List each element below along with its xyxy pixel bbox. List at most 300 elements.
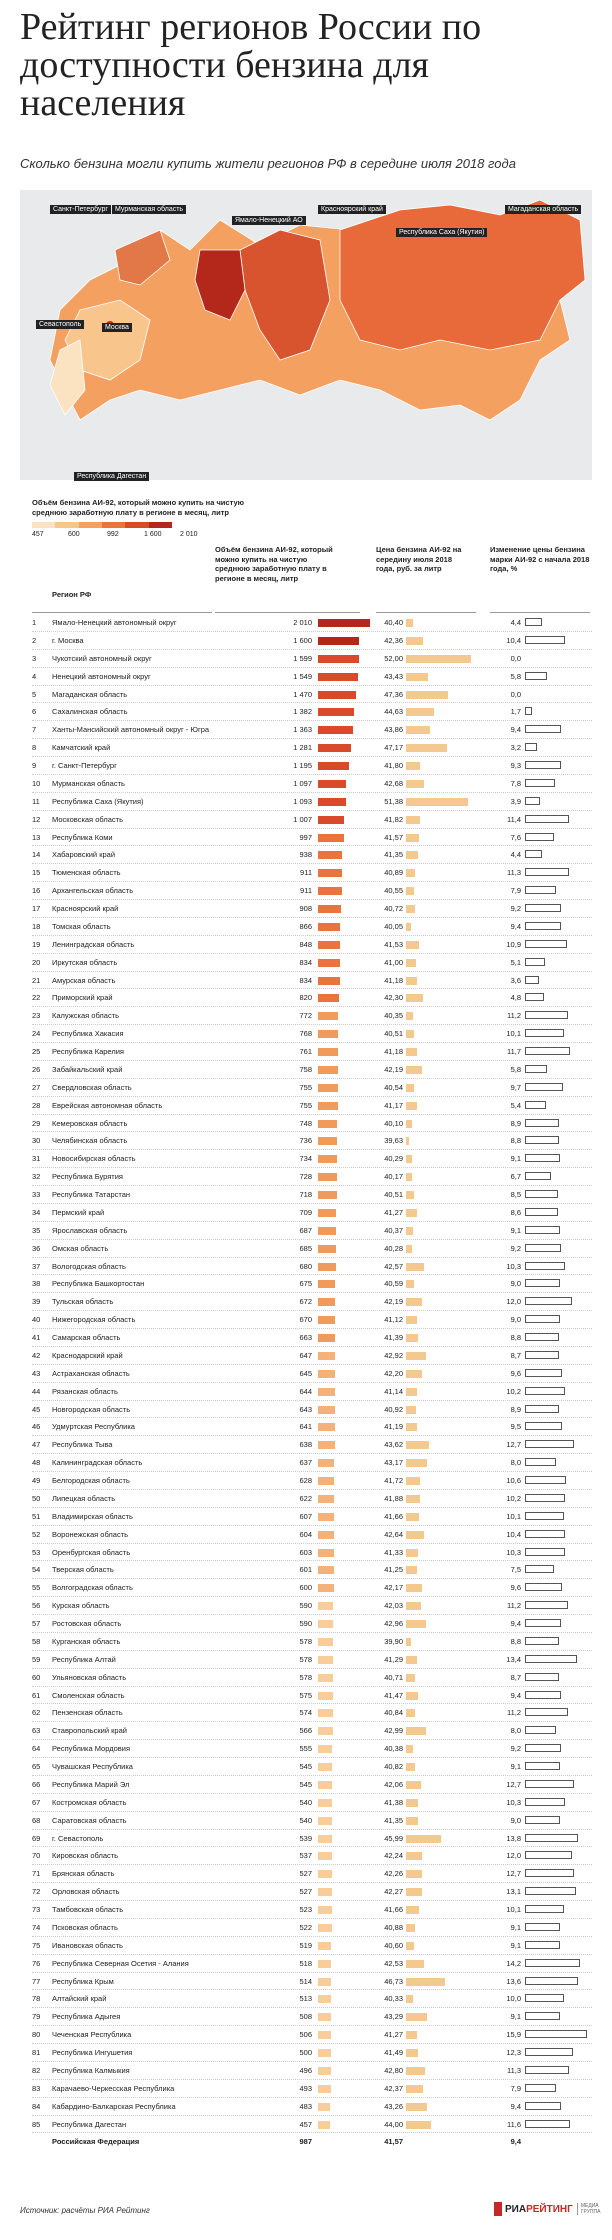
- row-rank: 7: [32, 725, 37, 735]
- volume-bar: [318, 851, 342, 859]
- row-volume: 566: [299, 1726, 312, 1736]
- row-region: Камчатский край: [52, 743, 111, 753]
- price-bar: [406, 1120, 412, 1128]
- row-rank: 43: [32, 1368, 41, 1378]
- row-volume: 1 382: [293, 707, 312, 717]
- row-change: 9,2: [510, 904, 521, 913]
- change-bar: [525, 797, 540, 805]
- row-rank: 72: [32, 1887, 41, 1897]
- price-bar: [406, 1566, 417, 1574]
- table-row: [32, 632, 592, 650]
- change-bar: [525, 1530, 565, 1538]
- row-change: 9,6: [510, 1583, 521, 1593]
- row-rank: 22: [32, 993, 41, 1003]
- row-volume: 545: [299, 1779, 312, 1789]
- row-price: 41,18: [384, 975, 403, 985]
- row-volume: 736: [299, 1136, 312, 1146]
- table-row: [32, 1222, 592, 1240]
- row-region: Тульская область: [52, 1297, 114, 1307]
- row-volume: 848: [299, 939, 312, 949]
- change-bar: [525, 922, 561, 930]
- row-rank: 76: [32, 1958, 41, 1968]
- row-rank: 45: [32, 1404, 41, 1414]
- row-rank: 46: [32, 1422, 41, 1432]
- row-price: 51,38: [384, 796, 403, 806]
- row-rank: 8: [32, 743, 37, 753]
- volume-bar: [318, 2121, 330, 2129]
- row-rank: 27: [32, 1082, 41, 1092]
- price-bar: [406, 798, 468, 806]
- row-region: Калининградская область: [52, 1458, 143, 1468]
- price-bar: [406, 1888, 422, 1896]
- row-price: 42,06: [384, 1779, 403, 1789]
- row-region: Тюменская область: [52, 868, 121, 878]
- row-price: 40,37: [384, 1225, 403, 1235]
- table-row: [32, 1293, 592, 1311]
- change-bar: [525, 1369, 562, 1377]
- change-bar: [525, 1136, 559, 1144]
- row-rank: 69: [32, 1833, 41, 1843]
- row-rank: 16: [32, 886, 41, 896]
- row-region: Архангельская область: [52, 886, 134, 896]
- header-region: Регион РФ: [52, 590, 92, 599]
- change-bar: [525, 1315, 560, 1323]
- volume-bar: [318, 1227, 336, 1235]
- row-region: Чувашская Республика: [52, 1762, 133, 1771]
- row-rank: 53: [32, 1547, 41, 1557]
- map-label-dagestan: Республика Дагестан: [74, 472, 149, 481]
- row-rank: 71: [32, 1869, 41, 1879]
- row-price: 42,68: [384, 778, 403, 788]
- volume-bar: [318, 1763, 332, 1771]
- table-row: [32, 2008, 592, 2026]
- table-row: [32, 1901, 592, 1919]
- row-price: 46,73: [384, 1976, 403, 1986]
- change-bar: [525, 1011, 568, 1019]
- row-volume: 1 549: [293, 671, 312, 681]
- price-bar: [406, 2031, 417, 2039]
- volume-bar: [318, 1727, 333, 1735]
- row-region: Смоленская область: [52, 1690, 125, 1700]
- row-region: Республика Саха (Якутия): [52, 796, 144, 806]
- change-bar: [525, 1780, 574, 1788]
- row-volume: 997: [299, 832, 312, 842]
- row-volume: 728: [299, 1172, 312, 1182]
- price-bar: [406, 959, 416, 967]
- volume-bar: [318, 1531, 334, 1539]
- table-row: [32, 1454, 592, 1472]
- change-bar: [525, 636, 565, 644]
- row-price: 41,19: [384, 1422, 403, 1432]
- table-row: [32, 918, 592, 936]
- change-bar: [525, 1476, 566, 1484]
- row-region: Астраханская область: [52, 1368, 130, 1378]
- legend-swatch: [149, 522, 172, 528]
- row-price: 41,00: [384, 957, 403, 967]
- row-region: Ивановская область: [52, 1940, 123, 1950]
- row-rank: 3: [32, 653, 37, 663]
- row-rank: 44: [32, 1386, 41, 1396]
- change-bar: [525, 886, 556, 894]
- row-change: 9,2: [510, 1243, 521, 1253]
- row-change: 9,4: [510, 921, 521, 931]
- row-change: 9,4: [510, 2137, 521, 2147]
- row-price: 40,40: [384, 618, 403, 627]
- row-region: Орловская область: [52, 1887, 120, 1897]
- row-change: 9,1: [510, 1940, 521, 1950]
- row-volume: 834: [299, 957, 312, 967]
- row-region: Республика Тыва: [52, 1440, 113, 1450]
- price-bar: [406, 1495, 420, 1503]
- price-bar: [406, 1549, 418, 1557]
- row-volume: 670: [299, 1315, 312, 1325]
- row-region: Кемеровская область: [52, 1118, 128, 1128]
- row-volume: 755: [299, 1082, 312, 1092]
- row-volume: 647: [299, 1350, 312, 1360]
- change-bar: [525, 1941, 560, 1949]
- row-volume: 527: [299, 1869, 312, 1879]
- row-volume: 663: [299, 1333, 312, 1342]
- row-rank: 17: [32, 904, 41, 913]
- row-volume: 641: [299, 1422, 312, 1432]
- volume-bar: [318, 1477, 334, 1485]
- row-rank: 63: [32, 1726, 41, 1736]
- change-bar: [525, 2030, 587, 2038]
- table-row: [32, 1383, 592, 1401]
- price-bar: [406, 1191, 414, 1199]
- volume-bar: [318, 2031, 331, 2039]
- row-change: 10,3: [506, 1261, 521, 1271]
- row-region: г. Москва: [52, 635, 84, 645]
- legend-swatch: [79, 522, 102, 528]
- row-volume: 637: [299, 1458, 312, 1468]
- price-bar: [406, 726, 430, 734]
- row-volume: 496: [299, 2065, 312, 2075]
- row-volume: 483: [299, 2101, 312, 2111]
- row-price: 40,17: [384, 1172, 403, 1182]
- row-volume: 522: [299, 1922, 312, 1932]
- legend-tick: 1 600: [144, 531, 162, 538]
- table-row: [32, 1579, 592, 1597]
- row-rank: 15: [32, 868, 41, 878]
- price-bar: [406, 1459, 427, 1467]
- volume-bar: [318, 1745, 332, 1753]
- change-bar: [525, 672, 547, 680]
- volume-bar: [318, 1888, 332, 1896]
- row-price: 41,18: [384, 1047, 403, 1056]
- row-region: Томская область: [52, 921, 111, 931]
- change-bar: [525, 707, 532, 715]
- row-volume: 687: [299, 1225, 312, 1235]
- row-region: Нижегородская область: [52, 1315, 136, 1325]
- row-price: 42,96: [384, 1619, 403, 1628]
- row-region: Московская область: [52, 814, 123, 824]
- change-bar: [525, 1154, 560, 1162]
- legend-swatch: [125, 522, 148, 528]
- change-bar: [525, 1762, 560, 1770]
- row-price: 43,86: [384, 725, 403, 735]
- change-bar: [525, 1297, 572, 1305]
- row-change: 9,4: [510, 725, 521, 735]
- row-volume: 834: [299, 975, 312, 985]
- table-row: [32, 1740, 592, 1758]
- row-region: Волгоградская область: [52, 1583, 133, 1593]
- row-change: 9,0: [510, 1315, 521, 1325]
- change-bar: [525, 1851, 572, 1859]
- row-change: 14,2: [506, 1958, 521, 1968]
- change-bar: [525, 976, 539, 984]
- row-price: 41,72: [384, 1476, 403, 1485]
- table-row: [32, 1973, 592, 1991]
- row-rank: 61: [32, 1690, 41, 1700]
- volume-bar: [318, 1441, 335, 1449]
- table-row: [32, 1132, 592, 1150]
- row-volume: 643: [299, 1404, 312, 1414]
- row-rank: 77: [32, 1976, 41, 1986]
- logo-sub: МЕДИА ГРУППА: [577, 2203, 603, 2215]
- row-price: 42,64: [384, 1529, 403, 1539]
- table-row: [32, 1258, 592, 1276]
- row-region: Сахалинская область: [52, 707, 128, 717]
- row-change: 11,2: [506, 1601, 521, 1611]
- volume-bar: [318, 1835, 332, 1843]
- header-divider: [215, 612, 360, 613]
- row-price: 40,60: [384, 1940, 403, 1950]
- volume-bar: [318, 1030, 338, 1038]
- row-region: Самарская область: [52, 1333, 121, 1342]
- row-change: 9,0: [510, 1279, 521, 1289]
- table-row: [32, 1061, 592, 1079]
- row-volume: 607: [299, 1511, 312, 1521]
- row-rank: 35: [32, 1225, 41, 1235]
- change-bar: [525, 1565, 554, 1573]
- volume-bar: [318, 1298, 335, 1306]
- row-price: 39,63: [384, 1136, 403, 1146]
- row-change: 11,3: [506, 868, 521, 878]
- volume-bar: [318, 1155, 337, 1163]
- volume-bar: [318, 1012, 338, 1020]
- table-row: [32, 1526, 592, 1544]
- table-row: [32, 1007, 592, 1025]
- row-volume: 645: [299, 1368, 312, 1378]
- table-row: [32, 1043, 592, 1061]
- row-region: Еврейская автономная область: [52, 1100, 163, 1110]
- row-region: Республика Дагестан: [52, 2119, 127, 2129]
- russia-map: [20, 190, 592, 480]
- row-volume: 1 093: [293, 796, 312, 806]
- legend-tick: 600: [68, 531, 80, 538]
- table-row: [32, 1025, 592, 1043]
- row-volume: 622: [299, 1493, 312, 1503]
- row-change: 10,3: [506, 1797, 521, 1807]
- row-price: 41,14: [384, 1386, 403, 1396]
- row-volume: 540: [299, 1797, 312, 1807]
- row-volume: 1 195: [293, 761, 312, 770]
- volume-bar: [318, 2049, 331, 2057]
- table-row: [32, 1669, 592, 1687]
- change-bar: [525, 1101, 546, 1109]
- row-change: 9,4: [510, 2101, 521, 2111]
- row-change: 11,2: [506, 1011, 521, 1021]
- row-change: 4,4: [510, 618, 521, 627]
- table-row: [32, 1329, 592, 1347]
- row-rank: 13: [32, 832, 41, 842]
- price-bar: [406, 1245, 412, 1253]
- table-row: [32, 900, 592, 918]
- row-rank: 47: [32, 1440, 41, 1450]
- row-price: 42,26: [384, 1869, 403, 1879]
- table-row: [32, 1436, 592, 1454]
- row-region: Тамбовская область: [52, 1905, 124, 1914]
- price-bar: [406, 1674, 415, 1682]
- price-bar: [406, 1638, 411, 1646]
- volume-bar: [318, 977, 340, 985]
- row-price: 43,29: [384, 2012, 403, 2022]
- logo-mark-icon: [494, 2202, 502, 2216]
- change-bar: [525, 1887, 576, 1895]
- row-volume: 537: [299, 1851, 312, 1861]
- row-price: 43,17: [384, 1458, 403, 1468]
- volume-bar: [318, 887, 342, 895]
- row-price: 40,72: [384, 904, 403, 913]
- row-volume: 755: [299, 1100, 312, 1110]
- row-change: 13,6: [506, 1976, 521, 1986]
- row-volume: 457: [299, 2119, 312, 2129]
- price-bar: [406, 2121, 431, 2129]
- row-change: 0,0: [510, 689, 521, 699]
- change-bar: [525, 1708, 568, 1716]
- table-row: [32, 1275, 592, 1293]
- table-row: [32, 1490, 592, 1508]
- volume-bar: [318, 1602, 333, 1610]
- row-rank: 36: [32, 1243, 41, 1253]
- row-change: 9,7: [510, 1082, 521, 1092]
- row-volume: 578: [299, 1672, 312, 1682]
- table-row: [32, 1955, 592, 1973]
- row-change: 7,6: [510, 832, 521, 842]
- price-bar: [406, 655, 471, 663]
- volume-bar: [318, 834, 344, 842]
- volume-bar: [318, 691, 356, 699]
- row-rank: 2: [32, 635, 37, 645]
- table-row: [32, 793, 592, 811]
- row-volume: 604: [299, 1529, 312, 1539]
- change-bar: [525, 779, 555, 787]
- row-volume: 718: [299, 1190, 312, 1199]
- row-price: 42,24: [384, 1851, 403, 1861]
- row-region: Республика Адыгея: [52, 2012, 121, 2022]
- volume-bar: [318, 1638, 333, 1646]
- volume-bar: [318, 869, 342, 877]
- row-price: 45,99: [384, 1833, 403, 1843]
- row-region: Белгородская область: [52, 1476, 130, 1485]
- row-volume: 555: [299, 1744, 312, 1754]
- row-change: 10,2: [506, 1386, 521, 1396]
- volume-bar: [318, 1370, 335, 1378]
- change-bar: [525, 1226, 560, 1234]
- row-region: г. Санкт-Петербург: [52, 761, 117, 770]
- row-change: 9,3: [510, 761, 521, 770]
- row-volume: 638: [299, 1440, 312, 1450]
- table-row: [32, 721, 592, 739]
- row-change: 7,8: [510, 778, 521, 788]
- volume-bar: [318, 994, 339, 1002]
- legend-tick: 992: [107, 531, 119, 538]
- table-row: [32, 2026, 592, 2044]
- price-bar: [406, 941, 419, 949]
- change-bar: [525, 618, 542, 626]
- price-bar: [406, 1817, 418, 1825]
- volume-bar: [318, 1280, 335, 1288]
- row-price: 42,30: [384, 993, 403, 1003]
- row-rank: 52: [32, 1529, 41, 1539]
- row-rank: 29: [32, 1118, 41, 1128]
- row-price: 41,66: [384, 1905, 403, 1914]
- row-volume: 518: [299, 1958, 312, 1968]
- row-price: 47,17: [384, 743, 403, 753]
- row-price: 41,57: [384, 2137, 403, 2147]
- row-price: 40,71: [384, 1672, 403, 1682]
- row-rank: 6: [32, 707, 37, 717]
- row-rank: 37: [32, 1261, 41, 1271]
- table-row: [32, 1651, 592, 1669]
- row-price: 41,80: [384, 761, 403, 770]
- volume-bar: [318, 1066, 338, 1074]
- price-bar: [406, 1227, 413, 1235]
- header-change: Изменение цены бензина марки АИ-92 с начала 2018 года, %: [490, 545, 590, 573]
- row-price: 40,55: [384, 886, 403, 896]
- row-volume: 590: [299, 1619, 312, 1628]
- table-row: [32, 1079, 592, 1097]
- row-change: 8,8: [510, 1333, 521, 1342]
- row-rank: 20: [32, 957, 41, 967]
- change-bar: [525, 1548, 565, 1556]
- row-rank: 73: [32, 1905, 41, 1914]
- change-bar: [525, 1190, 558, 1198]
- change-bar: [525, 1673, 559, 1681]
- row-price: 42,17: [384, 1583, 403, 1593]
- row-rank: 51: [32, 1511, 41, 1521]
- price-bar: [406, 1978, 445, 1986]
- volume-bar: [318, 1137, 337, 1145]
- volume-bar: [318, 1513, 334, 1521]
- row-volume: 911: [300, 886, 312, 896]
- volume-bar: [318, 1102, 338, 1110]
- volume-bar: [318, 905, 341, 913]
- row-volume: 866: [299, 921, 312, 931]
- volume-bar: [318, 1173, 337, 1181]
- row-change: 8,7: [510, 1672, 521, 1682]
- price-bar: [406, 1370, 422, 1378]
- row-price: 41,27: [384, 2030, 403, 2040]
- row-change: 9,6: [510, 1368, 521, 1378]
- row-price: 42,27: [384, 1887, 403, 1897]
- row-rank: 5: [32, 689, 37, 699]
- row-region: Республика Карелия: [52, 1047, 124, 1056]
- row-change: 12,0: [506, 1297, 521, 1307]
- price-bar: [406, 1012, 413, 1020]
- price-bar: [406, 905, 415, 913]
- table-row: [32, 757, 592, 775]
- table-row: [32, 1347, 592, 1365]
- price-bar: [406, 1656, 417, 1664]
- row-price: 44,00: [384, 2119, 403, 2129]
- table-row: [32, 1615, 592, 1633]
- row-region: Липецкая область: [52, 1493, 116, 1503]
- change-bar: [525, 2120, 570, 2128]
- row-price: 40,88: [384, 1922, 403, 1932]
- row-price: 41,88: [384, 1493, 403, 1503]
